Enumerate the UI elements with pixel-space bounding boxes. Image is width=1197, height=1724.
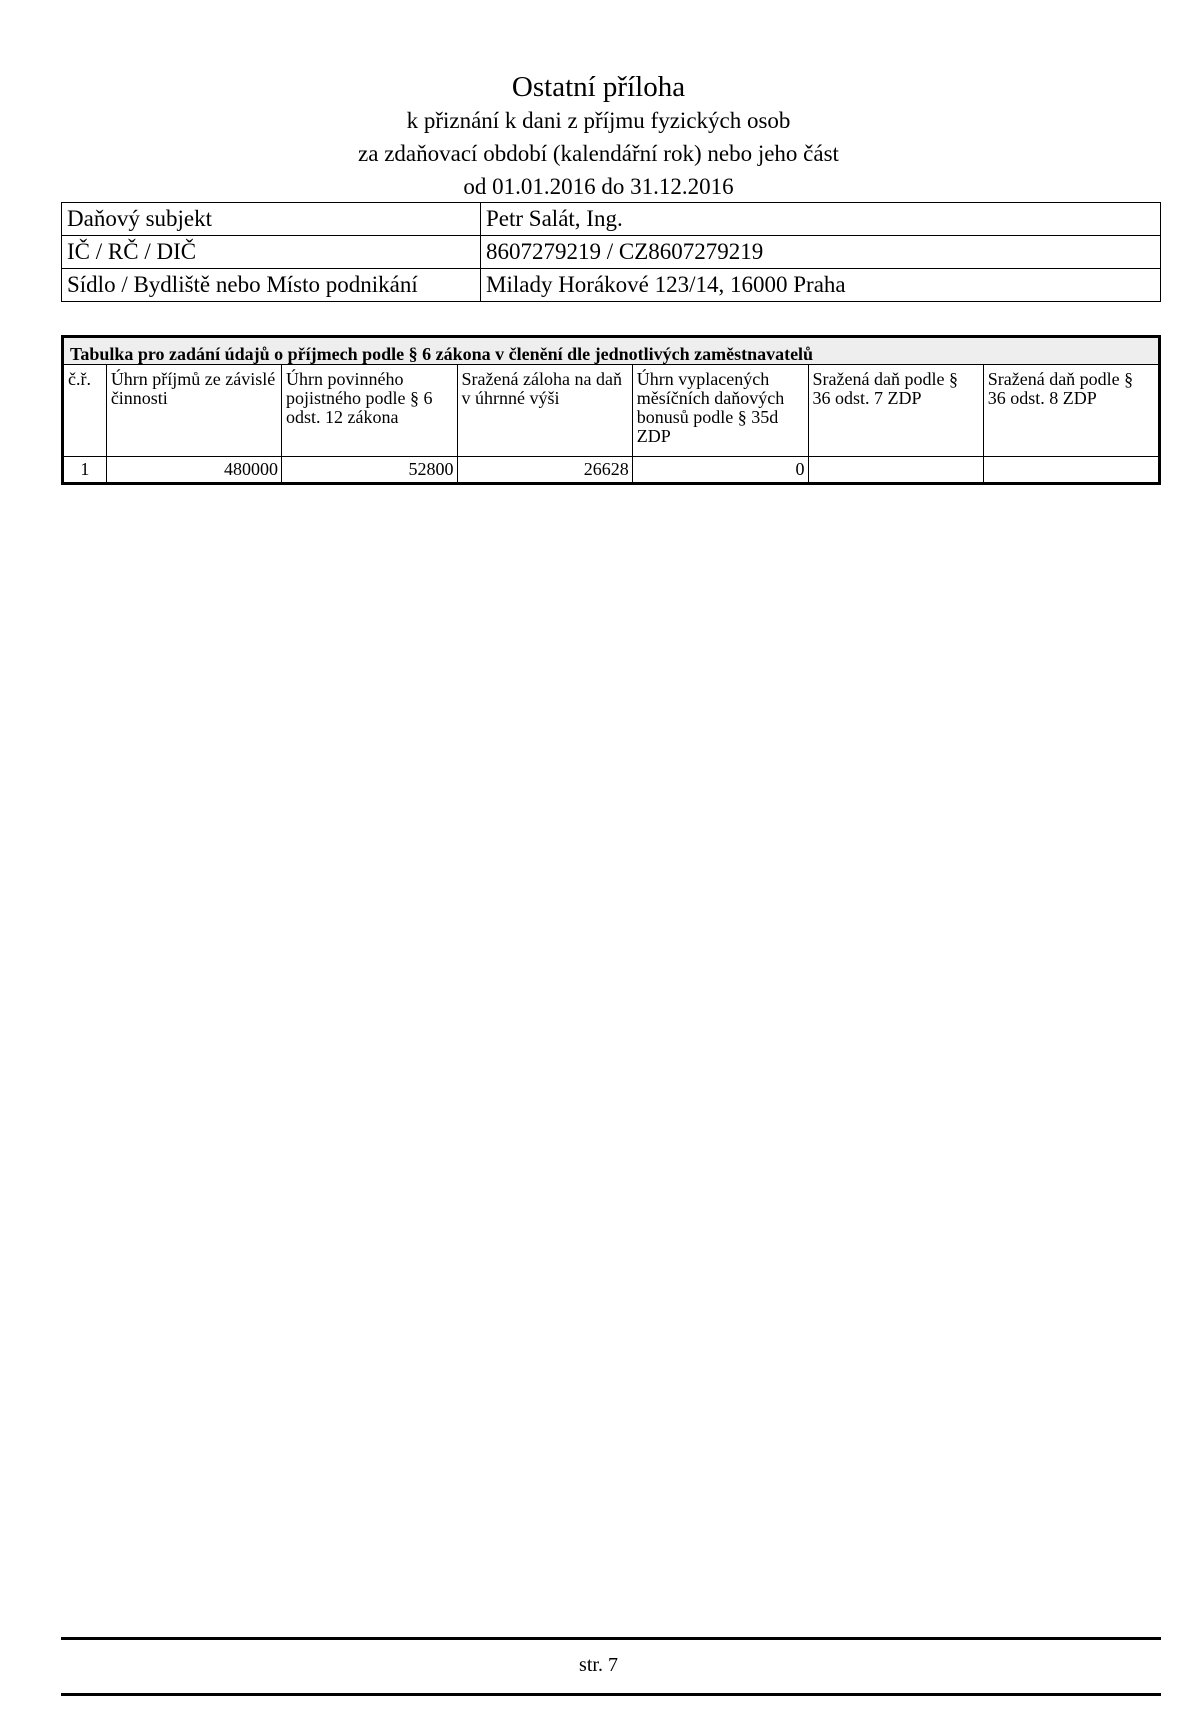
column-header-row-number: č.ř. [63,365,107,457]
subject-label: IČ / RČ / DIČ [62,236,481,269]
subject-row [62,236,1161,269]
income-total-cell: 480000 [106,457,281,484]
column-header-insurance: Úhrn povinného pojistného podle § 6 odst. 12 zákona [282,365,458,457]
subject-table [61,202,1161,302]
subject-row [62,269,1161,302]
subject-label: Sídlo / Bydliště nebo Místo podnikání [62,269,481,302]
subject-value: Petr Salát, Ing. [481,203,1161,236]
page-number: str. 7 [579,1654,618,1676]
income-table [61,335,1161,485]
income-table-header-row [63,365,1160,457]
column-header-tax-advance: Sražená záloha na daň v úhrnné výši [457,365,632,457]
tax-bonus-cell: 0 [632,457,808,484]
income-table-caption: Tabulka pro zadání údajů o příjmech podle § 6 zákona v členění dle jednotlivých zaměstnavatelů [63,337,1160,365]
column-header-tax-36-8: Sražená daň podle § 36 odst. 8 ZDP [983,365,1159,457]
tax-advance-cell: 26628 [457,457,632,484]
tax-36-8-cell [983,457,1159,484]
subject-label: Daňový subjekt [62,203,481,236]
document-period: od 01.01.2016 do 31.12.2016 [463,174,734,199]
subject-value: Milady Horákové 123/14, 16000 Praha [481,269,1161,302]
insurance-cell: 52800 [282,457,458,484]
document-header [0,70,1197,203]
table-row [63,457,1160,484]
subject-value: 8607279219 / CZ8607279219 [481,236,1161,269]
tax-36-7-cell [808,457,983,484]
subject-row [62,203,1161,236]
column-header-income-total: Úhrn příjmů ze závislé činnosti [106,365,281,457]
footer-top-rule [61,1637,1161,1640]
row-number-cell: 1 [63,457,107,484]
document-subtitle-2: za zdaňovací období (kalendářní rok) nebo jeho část [358,141,839,166]
column-header-tax-36-7: Sražená daň podle § 36 odst. 7 ZDP [808,365,983,457]
document-title: Ostatní příloha [511,71,686,103]
footer-bottom-rule [61,1693,1161,1696]
document-subtitle-1: k přiznání k dani z příjmu fyzických osob [406,108,791,133]
column-header-tax-bonus: Úhrn vyplacených měsíčních daňových bonusů podle § 35d ZDP [632,365,808,457]
